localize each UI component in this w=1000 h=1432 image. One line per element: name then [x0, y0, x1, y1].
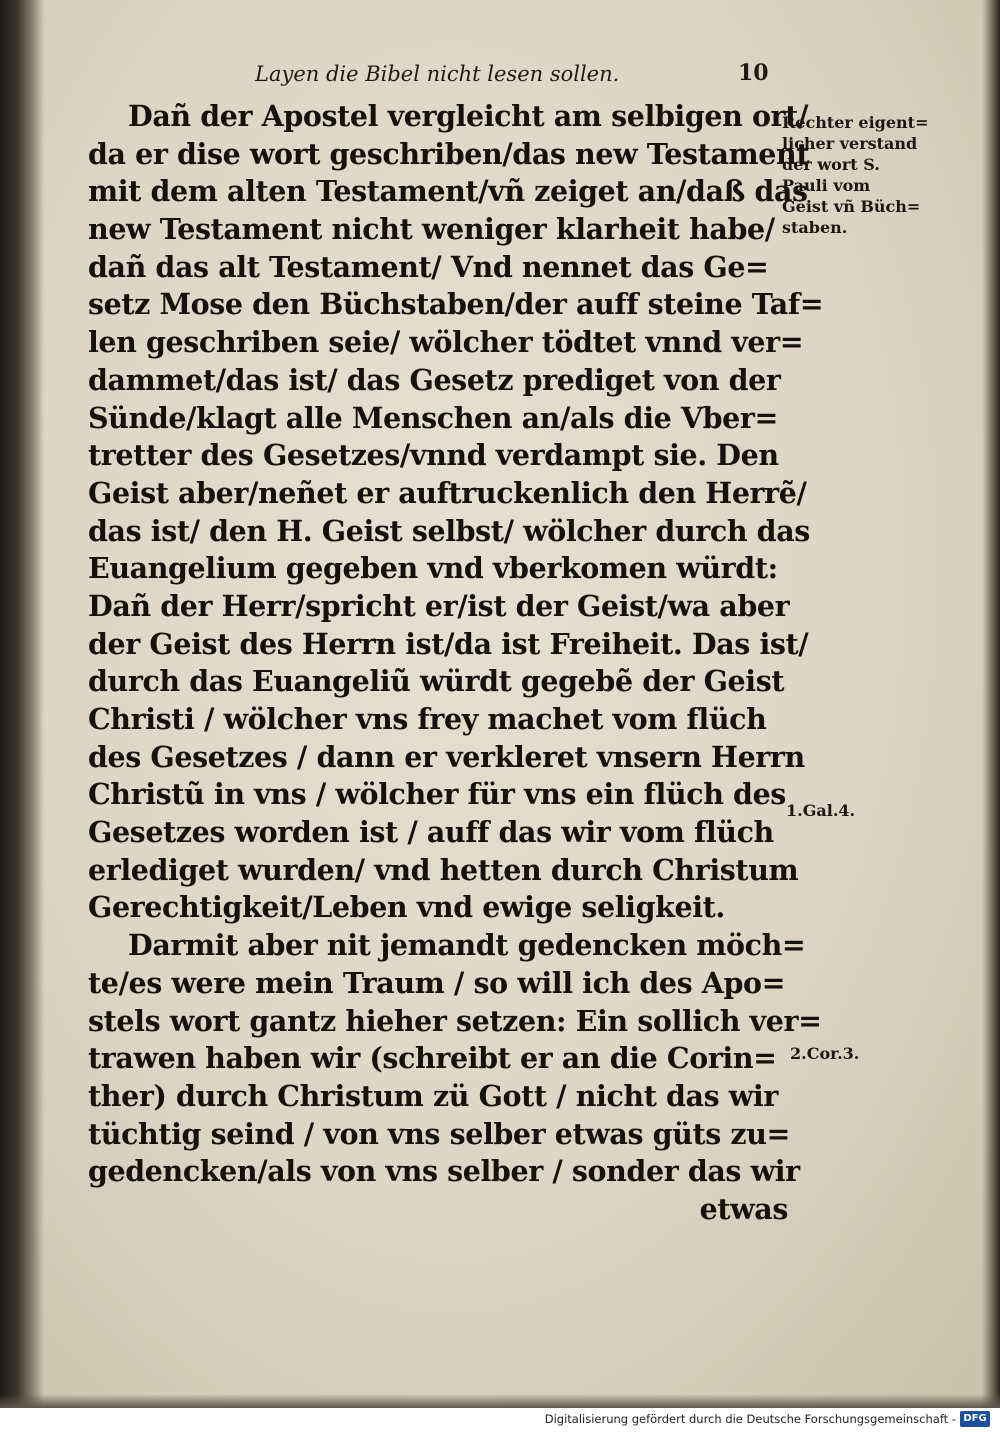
text-line: tüchtig seind / von vns selber etwas güts zu= [88, 1116, 791, 1151]
text-line: stels wort gantz hieher setzen: Ein sollich ver= [88, 1003, 822, 1038]
text-line: Darmit aber nit jemandt gedencken möch= [128, 928, 806, 963]
folio-number: 10 [738, 60, 769, 86]
margin-note-line: Pauli vom [782, 176, 871, 195]
text-line: dañ das alt Testament/ Vnd nennet das Ge= [88, 249, 769, 284]
text-line: mit dem alten Testament/vñ zeiget an/daß das [88, 174, 808, 209]
margin-note-line: staben. [782, 218, 848, 237]
margin-note-line: Rechter eigent= [782, 113, 929, 132]
catchword: etwas [699, 1191, 788, 1226]
text-line: erlediget wurden/ vnd hetten durch Christum [88, 852, 799, 887]
text-line: das ist/ den H. Geist selbst/ wölcher durch das [88, 513, 810, 548]
page-edge-bottom [0, 1394, 1000, 1408]
dfg-logo: DFG [960, 1411, 990, 1427]
text-line: da er dise wort geschriben/das new Testament [88, 136, 810, 171]
margin-note-line: der wort S. [782, 155, 880, 174]
text-line: Sünde/klagt alle Menschen an/als die Vber= [88, 400, 778, 435]
text-line: setz Mose den Büchstaben/der auff steine Taf= [88, 287, 824, 322]
margin-note-line: licher verstand [782, 134, 918, 153]
margin-note-sense [782, 112, 928, 238]
text-line: Geist aber/neñet er auftruckenlich den Herrẽ/ [88, 475, 807, 510]
footer-bar [0, 1408, 1000, 1432]
text-line: Christũ in vns / wölcher für vns ein flüch des [88, 777, 786, 812]
text-line: tretter des Gesetzes/vnnd verdampt sie. Den [88, 438, 779, 473]
footer-credit: Digitalisierung gefördert durch die Deutsche Forschungsgemeinschaft - [544, 1412, 956, 1426]
text-line: Dañ der Apostel vergleicht am selbigen ort/ [128, 99, 808, 133]
margin-note-line: Geist vñ Büch= [782, 197, 921, 216]
text-line: Euangelium gegeben vnd vberkomen würdt: [88, 551, 778, 586]
page-edge-right [982, 0, 1000, 1408]
binding-gutter [0, 0, 44, 1408]
text-line: der Geist des Herrn ist/da ist Freiheit. Das ist/ [88, 626, 809, 661]
running-head: Layen die Bibel nicht lesen sollen. [255, 62, 620, 86]
margin-note-galatians: 1.Gal.4. [786, 801, 856, 820]
text-line: gedencken/als von vns selber / sonder das wir [88, 1154, 800, 1189]
text-line: Christi / wölcher vns frey machet vom flüch [88, 702, 767, 736]
text-line: dammet/das ist/ das Gesetz prediget von der [88, 362, 781, 397]
text-line: durch das Euangeliũ würdt gegebẽ der Geist [88, 664, 785, 699]
text-line: te/es were mein Traum / so will ich des Apo= [88, 965, 786, 1000]
text-line: Gerechtigkeit/Leben vnd ewige seligkeit. [88, 890, 725, 925]
text-line: len geschriben seie/ wölcher tödtet vnnd ver= [88, 325, 804, 360]
text-line: Dañ der Herr/spricht er/ist der Geist/wa aber [88, 588, 790, 623]
text-line: trawen haben wir (schreibt er an die Corin= [88, 1041, 777, 1076]
text-line: new Testament nicht weniger klarheit habe/ [88, 212, 775, 247]
margin-note-corinthians: 2.Cor.3. [790, 1044, 860, 1063]
text-line: des Gesetzes / dann er verkleret vnsern Herrn [88, 739, 805, 774]
text-line: ther) durch Christum zü Gott / nicht das wir [88, 1078, 778, 1113]
text-line: Gesetzes worden ist / auff das wir vom flüch [88, 815, 774, 850]
